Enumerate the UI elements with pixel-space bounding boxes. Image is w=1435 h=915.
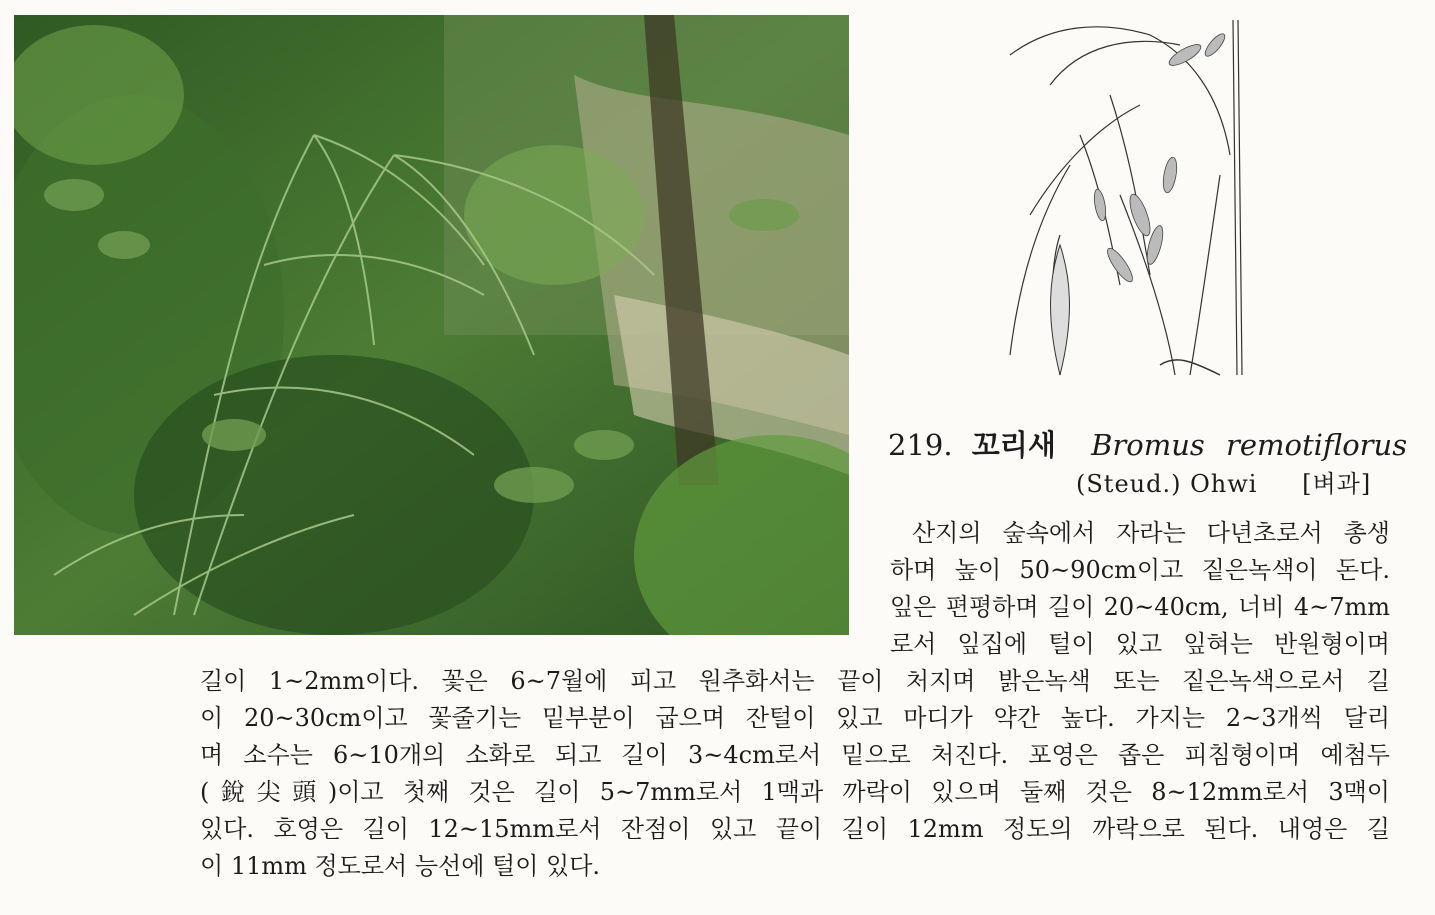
entry-number: 219. (888, 428, 953, 462)
plant-illustration-image (990, 15, 1265, 380)
description-line: 길이 1~2mm이다. 꽃은 6~7월에 피고 원추화서는 끝이 처지며 밝은녹색 또는 짙은녹색으로서 길 (200, 667, 1390, 695)
description-line: 있다. 호영은 길이 12~15mm로서 잔점이 있고 끝이 길이 12mm 정도의 까락으로 된다. 내영은 길 (200, 815, 1390, 843)
plant-illustration (990, 15, 1265, 380)
description-line: 며 소수는 6~10개의 소화로 되고 길이 3~4cm로서 밑으로 처진다. 포영은 좁은 피침형이며 예첨두 (200, 741, 1390, 769)
description-line: 하며 높이 50~90cm이고 짙은녹색이 돈다. (890, 556, 1390, 584)
plant-photo-image (14, 15, 849, 635)
description-line: 로서 잎집에 털이 있고 잎혀는 반원형이며 (890, 630, 1390, 658)
description-top (890, 515, 1390, 663)
description-line: 이 11mm 정도로서 능선에 털이 있다. (200, 852, 601, 880)
entry-title (888, 423, 1407, 464)
description-bottom (200, 663, 1390, 885)
family-name: [벼과] (1302, 470, 1372, 498)
description-line: 잎은 편평하며 길이 20~40cm, 너비 4~7mm (890, 593, 1390, 621)
author-line (1076, 464, 1371, 499)
description-line: 이 20~30cm이고 꽃줄기는 밑부분이 굽으며 잔털이 있고 마디가 약간 높다. 가지는 2~3개씩 달리 (200, 704, 1390, 732)
korean-name: 꼬리새 (971, 428, 1056, 462)
author-name: (Steud.) Ohwi (1076, 470, 1258, 498)
plant-photo (14, 15, 849, 635)
description-line: 산지의 숲속에서 자라는 다년초로서 총생 (912, 519, 1390, 547)
scientific-name: Bromus remotiflorus (1091, 428, 1408, 462)
description-line: (銳尖頭)이고 첫째 것은 길이 5~7mm로서 1맥과 까락이 있으며 둘째 것은 8~12mm로서 3맥이 (200, 778, 1390, 806)
